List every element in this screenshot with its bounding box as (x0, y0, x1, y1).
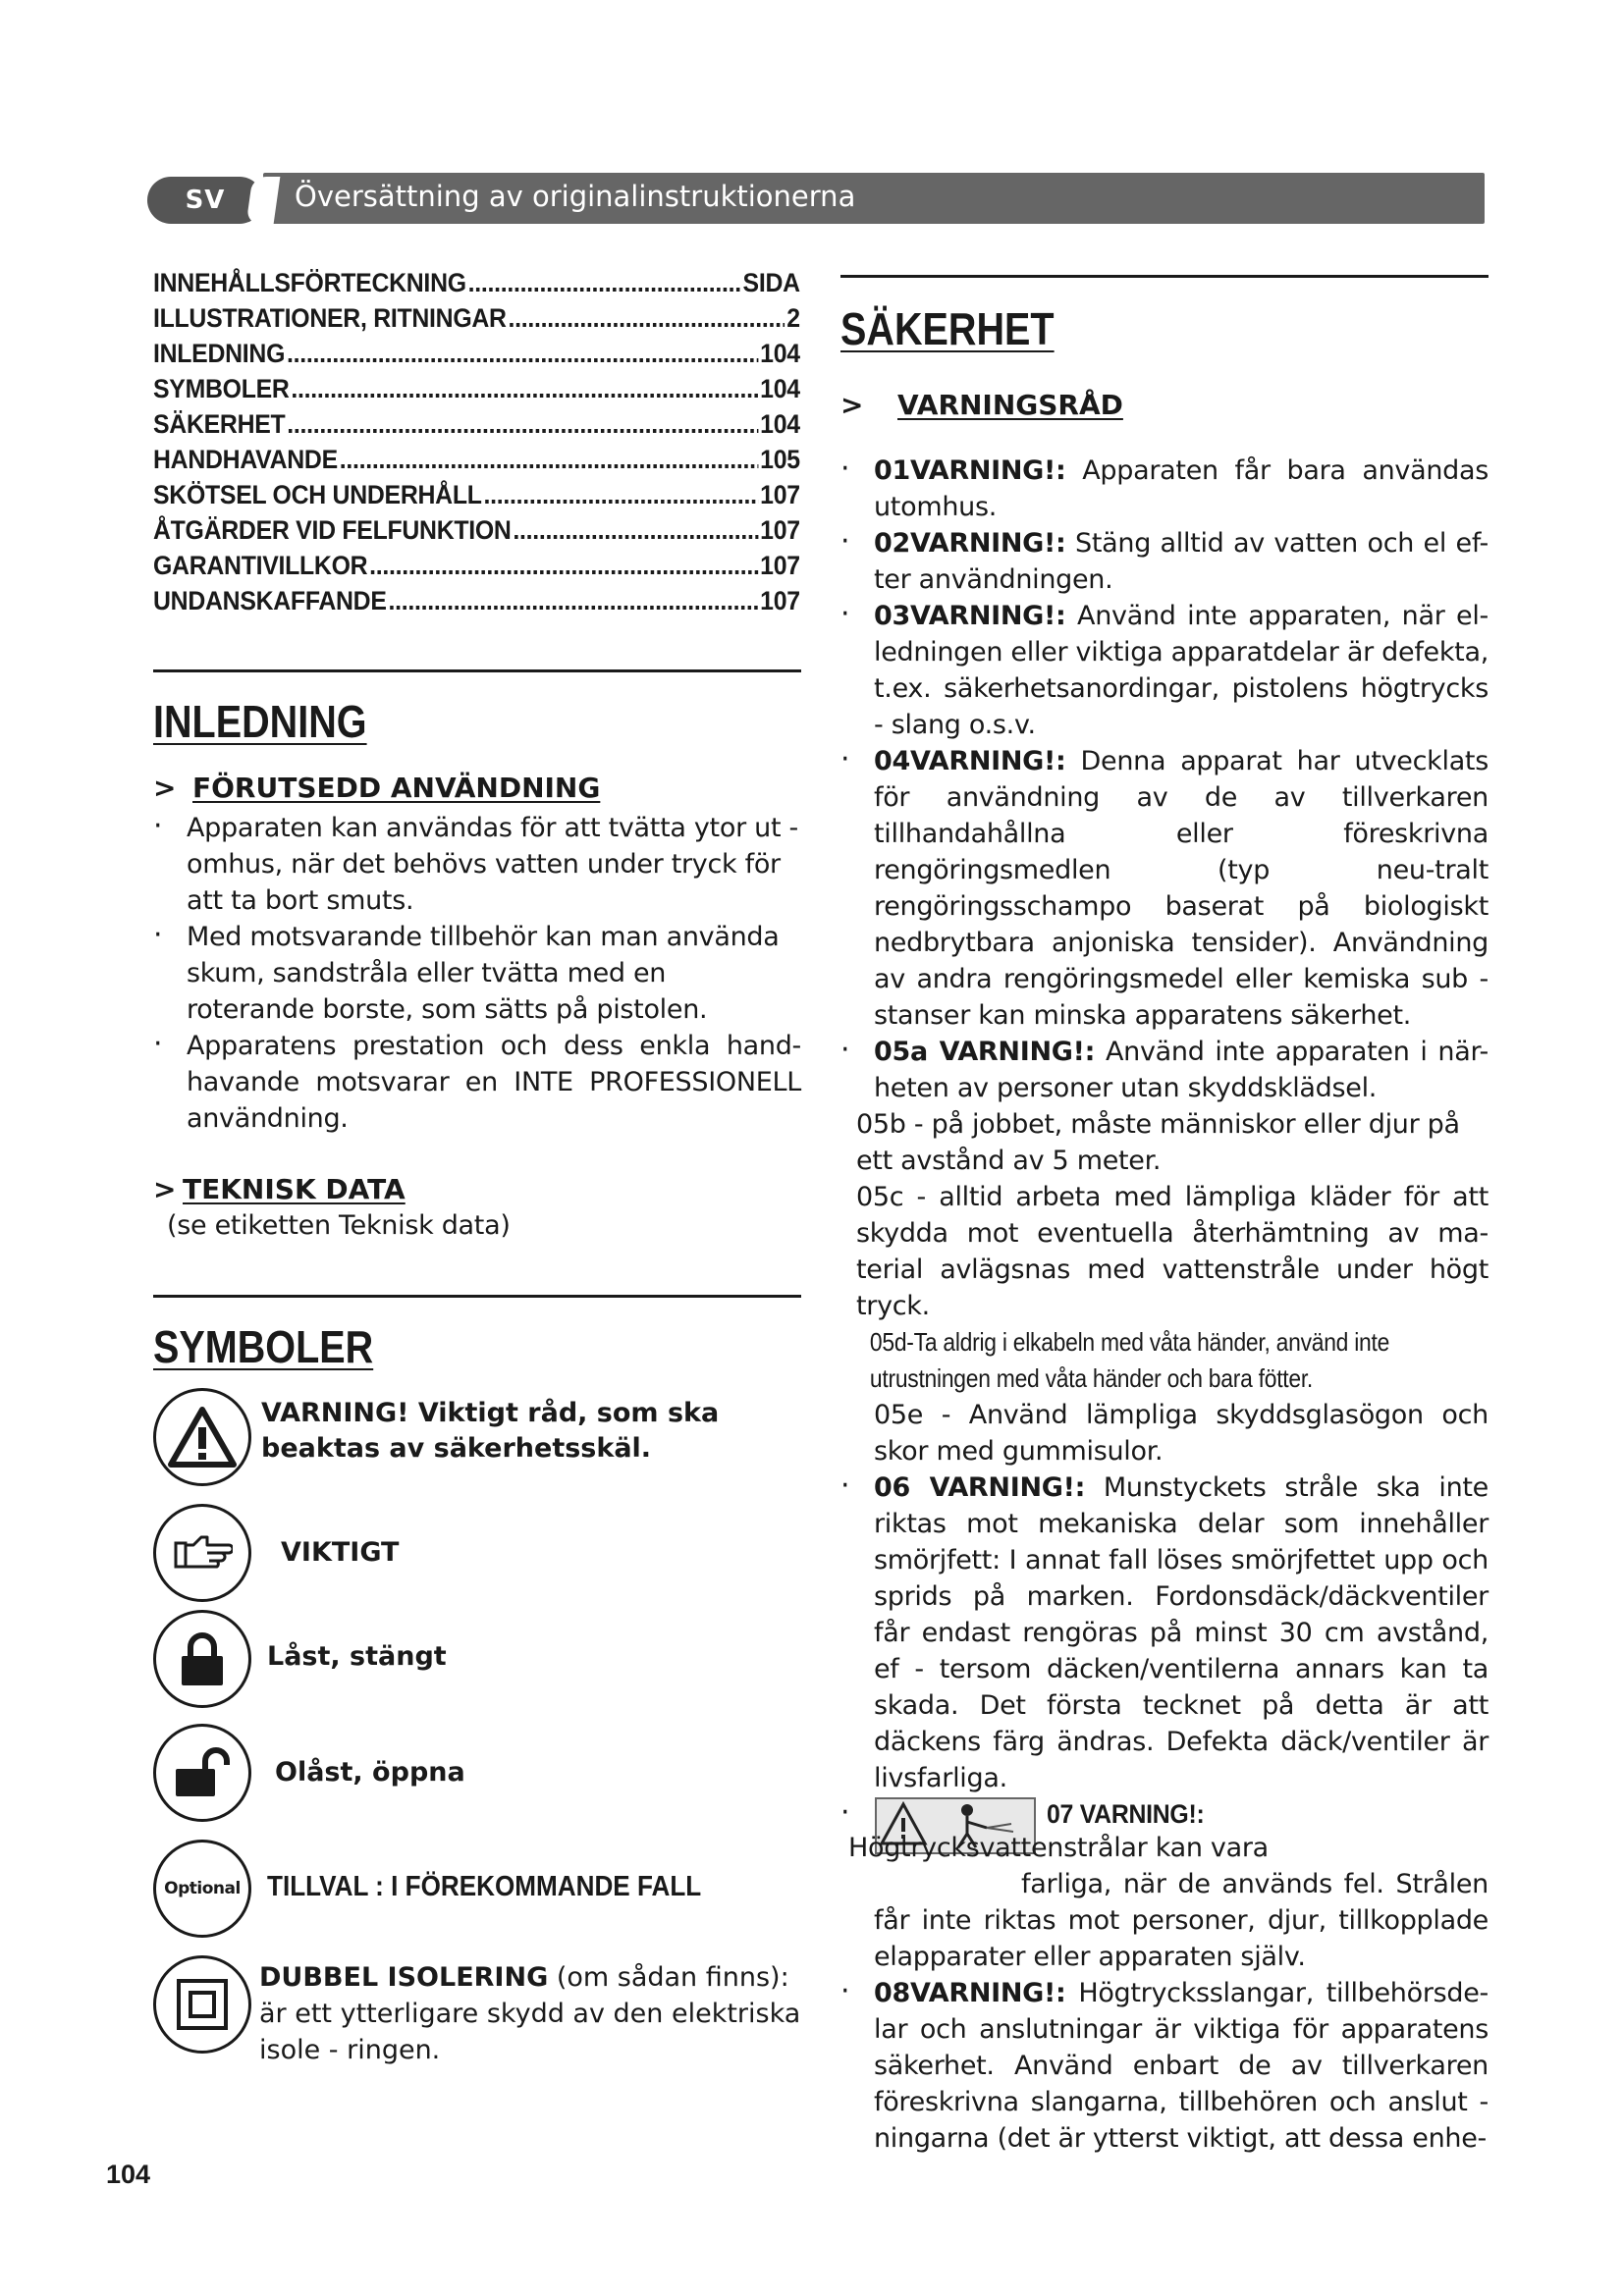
toc-label: SKÖTSEL OCH UNDERHÅLL (153, 480, 482, 509)
toc-row (153, 442, 800, 477)
symbol-text: TILLVAL : I FÖREKOMMANDE FALL (267, 1871, 702, 1902)
toc-page: 105 (760, 445, 800, 474)
symbol-text: Olåst, öppna (275, 1757, 465, 1788)
toc-leader-dots (369, 548, 758, 583)
toc-row (153, 477, 800, 512)
list-item: · Apparaten kan användas för att tvätta ytor ut - omhus, när det behövs vatten under tryck för att ta bort smuts. (153, 810, 801, 919)
toc-label: UNDANSKAFFANDE (153, 586, 387, 615)
list-item: · Apparatens prestation och dess enkla hand-havande motsvarar en INTE PROFESSIONELL användning. (153, 1028, 801, 1137)
padlock-open-icon (153, 1724, 251, 1822)
optional-icon: Optional (153, 1840, 251, 1938)
page-number: 104 (106, 2160, 151, 2189)
symbol-text: VIKTIGT (281, 1537, 400, 1568)
toc-label: ÅTGÄRDER VID FELFUNKTION (153, 515, 512, 545)
arrow-icon: > (153, 772, 177, 804)
subhead-warnings: > VARNINGSRÅD (840, 389, 1123, 421)
table-of-contents (153, 265, 801, 618)
header-bar (147, 173, 1485, 224)
toc-page: 104 (760, 374, 800, 403)
toc-page: 107 (760, 515, 800, 545)
subhead-tech: > TEKNISK DATA (153, 1173, 406, 1205)
toc-row (153, 583, 800, 618)
section-title-safety: SÄKERHET (840, 303, 1055, 354)
toc-label: INLEDNING (153, 339, 286, 368)
toc-page: SIDA (742, 268, 800, 297)
toc-label: INNEHÅLLSFÖRTECKNING (153, 268, 466, 297)
symbol-locked (153, 1610, 801, 1724)
list-item: · 03VARNING!: Använd inte apparaten, när el-ledningen eller viktiga apparatdelar är defekta, t.ex. säkerhetsanordingar, pistolens högtrycks - slang o.s.v. (840, 598, 1489, 743)
symbol-text: VARNING! Viktigt råd, som ska beaktas av säkerhetsskäl. (261, 1398, 720, 1464)
toc-row (153, 336, 800, 371)
symbol-unlocked (153, 1724, 801, 1840)
toc-leader-dots (388, 583, 758, 618)
toc-row (153, 512, 800, 548)
double-insulation-icon (153, 1955, 251, 2054)
tech-note: (se etiketten Teknisk data) (167, 1210, 511, 1241)
toc-page: 2 (786, 303, 800, 333)
toc-row (153, 265, 800, 300)
toc-leader-dots (287, 336, 758, 371)
toc-leader-dots (468, 265, 741, 300)
list-item: · 06 VARNING!: Munstyckets stråle ska inte riktas mot mekaniska delar som innehåller smörjfett: I annat fall löses smörjfettet upp och sprids på marken. Fordonsdäck/däckventiler får endast rengöras på minst 30 cm avstånd, ef - tersom däcken/ventilerna annars kan ta skada. Det första tecknet på detta är att däckens färg ändras. Defekta däck/ventiler är livsfarliga. (840, 1469, 1489, 1796)
toc-page: 107 (760, 551, 800, 580)
left-column (153, 265, 801, 2083)
arrow-icon: > (840, 389, 864, 421)
toc-row (153, 406, 800, 442)
toc-leader-dots (340, 442, 759, 477)
toc-row (153, 548, 800, 583)
list-item: · 07 VARNING!: Högtrycksvattenstrålar kan vara farliga, när de används fel. Strålen får inte riktas mot personer, djur, tillkopplade elapparater eller apparaten själv. (840, 1796, 1489, 1975)
toc-page: 107 (760, 480, 800, 509)
toc-row (153, 300, 800, 336)
right-column (840, 265, 1489, 2157)
toc-label: GARANTIVILLKOR (153, 551, 368, 580)
symbol-text: Låst, stängt (267, 1641, 447, 1672)
list-item: · 04VARNING!: Denna apparat har utvecklats för användning av de av tillverkaren tillhandahållna eller föreskrivna rengöringsmedlen (typ neu-tralt rengöringsschampo baserat på biologiskt nedbrytbara anjoniska tensider). Användning av andra rengöringsmedel eller kemiska sub - stanser kan minska apparatens säkerhet. (840, 743, 1489, 1034)
section-title-symbols: SYMBOLER (153, 1321, 374, 1372)
list-item: · 02VARNING!: Stäng alltid av vatten och el ef-ter användningen. (840, 525, 1489, 598)
subhead-usage: > FÖRUTSEDD ANVÄNDNING (153, 772, 601, 804)
toc-leader-dots (513, 512, 758, 548)
warning-triangle-icon (153, 1388, 251, 1486)
toc-page: 107 (760, 586, 800, 615)
list-item: · 08VARNING!: Högtrycksslangar, tillbehörsde-lar och anslutningar är viktiga för apparatens säkerhet. Använd enbart de av tillverkaren föreskrivna slangarna, tillbehören och anslut - ningarna (det är ytterst viktigt, att dessa enhe- (840, 1975, 1489, 2157)
toc-page: 104 (760, 339, 800, 368)
toc-label: SYMBOLER (153, 374, 290, 403)
list-item: 05c - alltid arbeta med lämpliga kläder för att skydda mot eventuella återhämtning av ma-terial avlägsnas med vattenstråle under högt tryck. (856, 1182, 1489, 1321)
pointing-hand-icon (153, 1504, 251, 1602)
toc-leader-dots (287, 406, 758, 442)
toc-leader-dots (509, 300, 785, 336)
toc-leader-dots (483, 477, 758, 512)
symbol-double-insulation (153, 1955, 801, 2083)
padlock-closed-icon (153, 1610, 251, 1708)
toc-page: 104 (760, 409, 800, 439)
section-title-intro: INLEDNING (153, 696, 367, 747)
header-title: Översättning av originalinstruktionerna (295, 180, 856, 213)
list-item: · Med motsvarande tillbehör kan man använda skum, sandstråla eller tvätta med en roterande borste, som sätts på pistolen. (153, 919, 801, 1028)
toc-label: HANDHAVANDE (153, 445, 338, 474)
list-item: · 01VARNING!: Apparaten får bara användas utomhus. (840, 453, 1489, 525)
list-item: 05e - Använd lämpliga skyddsglasögon och skor med gummisulor. (874, 1400, 1489, 1467)
list-item: · 05a VARNING!: Använd inte apparaten i när-heten av personer utan skyddsklädsel. (840, 1034, 1489, 1106)
toc-row (153, 371, 800, 406)
toc-leader-dots (291, 371, 758, 406)
symbol-optional (153, 1840, 801, 1955)
symbol-important (153, 1504, 801, 1610)
list-item: 05d-Ta aldrig i elkabeln med våta händer, använd inte utrustningen med våta händer och bara fötter. (869, 1327, 1390, 1393)
symbol-text: DUBBEL ISOLERING (om sådan finns): är ett ytterligare skydd av den elektriska isole - ringen. (259, 1962, 801, 2065)
language-badge: SV (147, 177, 263, 224)
list-item: 05b - på jobbet, måste människor eller djur på ett avstånd av 5 meter. (856, 1109, 1460, 1176)
arrow-icon: > (153, 1173, 177, 1205)
symbol-warning (153, 1388, 801, 1504)
toc-label: SÄKERHET (153, 409, 286, 439)
toc-label: ILLUSTRATIONER, RITNINGAR (153, 303, 507, 333)
